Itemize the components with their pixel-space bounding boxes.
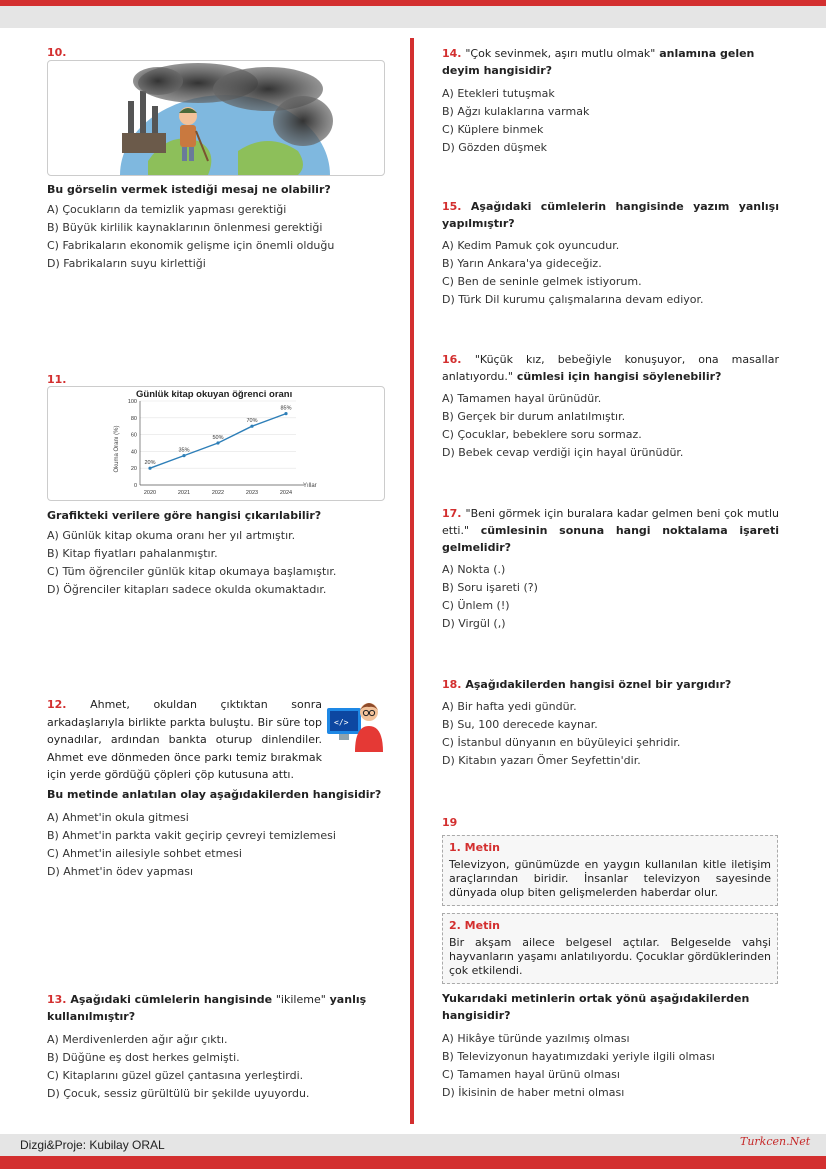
y-tick-label: 100 [127,399,137,405]
x-tick-label: 2024 [279,490,293,496]
question-14-options [442,85,779,157]
option-a[interactable]: A) Etekleri tutuşmak [442,87,555,100]
question-15-stem [442,198,779,232]
metin-2-box [442,913,778,984]
question-19-body [442,990,779,1102]
question-13-options [47,1031,387,1103]
question-number: 10. [47,46,67,59]
stem-text: Aşağıdakilerden hangisi öznel bir yargıdır? [465,678,732,691]
y-tick-label: 80 [130,415,137,422]
option-c[interactable]: C) Ahmet'in ailesiyle sohbet etmesi [47,847,242,860]
question-17-options [442,561,779,633]
question-13 [47,991,387,1103]
y-axis-label: Okuma Oranı (%) [114,425,120,473]
coder-avatar-icon [327,698,383,752]
question-18-stem [442,676,779,693]
stem-part-b: anlamına gelen deyim hangisidir? [442,47,755,77]
question-10 [47,44,387,62]
question-16-stem [442,351,779,385]
option-b[interactable]: B) Ahmet'in parkta vakit geçirip çevreyi temizlemesi [47,829,336,842]
svg-text:</>: </> [334,718,349,727]
question-11-options [47,527,387,599]
top-bar [0,0,826,28]
option-b[interactable]: B) Su, 100 derecede kaynar. [442,718,598,731]
data-label: 70% [246,418,258,425]
question-number: 19 [442,816,458,829]
x-axis-label: Yıllar [303,483,317,489]
metin-2-text: Bir akşam ailece belgesel açtılar. Belgeselde vahşi hayvanların yaşamı anlatılıyordu. Çocuklar gördüklerinden çok etkilendi. [449,936,771,977]
data-point [216,441,219,444]
stem-keyword: "ikileme" [275,993,326,1006]
stem-part-a: Aşağıdaki cümlelerin hangisinde [70,993,273,1006]
x-tick-label: 2021 [177,490,191,496]
question-12-options [47,809,387,881]
question-16-options [442,390,779,462]
stem-quote: "Çok sevinmek, aşırı mutlu olmak" [465,47,656,60]
stem-part-b: cümlesi için hangisi söylenebilir? [516,370,722,383]
question-13-stem [47,991,387,1025]
option-a[interactable]: A) Çocukların da temizlik yapması gerektiği [47,203,287,216]
y-tick-label: 60 [130,432,137,439]
data-label: 35% [178,447,190,454]
option-d[interactable]: D) Türk Dil kurumu çalışmalarına devam ediyor. [442,293,704,306]
question-number: 15. [442,200,462,213]
option-a[interactable]: A) Kedim Pamuk çok oyuncudur. [442,239,620,252]
data-point [148,467,151,470]
option-b[interactable]: B) Kitap fiyatları pahalanmıştır. [47,547,218,560]
question-10-body [47,181,387,273]
data-point [182,454,185,457]
option-b[interactable]: B) Yarın Ankara'ya gideceğiz. [442,257,602,270]
footer-credit: Dizgi&Proje: Kubilay ORAL [20,1138,165,1152]
option-a[interactable]: A) Merdivenlerden ağır ağır çıktı. [47,1033,228,1046]
stem-quote: "Beni görmek için buralara kadar gelmen beni çok mutlu etti." [442,507,779,537]
option-d[interactable]: D) Ahmet'in ödev yapması [47,865,194,878]
question-10-stem: Bu görselin vermek istediği mesaj ne olabilir? [47,183,331,196]
option-a[interactable]: A) Tamamen hayal ürünüdür. [442,392,602,405]
footer-logo: Turkcen.Net [740,1135,811,1148]
question-number: 12. [47,698,67,711]
option-c[interactable]: C) Ben de seninle gelmek istiyorum. [442,275,642,288]
stem-part-c: yanlış kullanılmıştır? [47,993,367,1023]
metin-1-text: Televizyon, günümüzde en yaygın kullanılan kitle iletişim araçlarından biridir. İnsanlar televizyon sayesinde dünyada olup biten gelişmelerden haberdar olur. [449,858,771,899]
option-b[interactable]: B) Ağzı kulaklarına varmak [442,105,590,118]
option-c[interactable]: C) Tamamen hayal ürünü olması [442,1068,620,1081]
pollution-illustration [47,60,385,176]
question-15 [442,198,779,309]
option-b[interactable]: B) Gerçek bir durum anlatılmıştır. [442,410,626,423]
option-a[interactable]: A) Hikâye türünde yazılmış olması [442,1032,630,1045]
option-c[interactable]: C) İstanbul dünyanın en büyüleyici şehridir. [442,736,681,749]
metin-1-box [442,835,778,906]
data-point [284,412,287,415]
stem-text: Aşağıdaki cümlelerin hangisinde yazım yanlışı yapılmıştır? [442,200,779,230]
question-18-options [442,698,779,770]
question-12-text: Ahmet, okuldan çıktıktan sonra arkadaşlarıyla birlikte parkta buluştu. Bir süre top oynadılar, ardından bankta oturup dinlendiler. Ahmet eve dönmeden önce parkı temiz bırakmak için yerde gördüğü çöpleri çöp kutusuna attı. [47,698,322,781]
metin-1-title: 1. Metin [449,841,500,854]
line-chart [48,387,384,500]
option-c[interactable]: C) Kitaplarını güzel güzel çantasına yerleştirdi. [47,1069,304,1082]
top-red-stripe [0,0,826,6]
question-15-options [442,237,779,309]
question-number: 13. [47,993,67,1006]
option-a[interactable]: A) Ahmet'in okula gitmesi [47,811,189,824]
y-tick-label: 20 [130,466,137,473]
question-number: 14. [442,47,462,60]
question-17 [442,505,779,633]
chart-title: Günlük kitap okuyan öğrenci oranı [136,389,293,400]
option-d[interactable]: D) Bebek cevap verdiği için hayal ürünüdür. [442,446,684,459]
question-17-stem [442,505,779,556]
question-12-body [47,786,387,881]
reading-rate-chart [47,386,385,501]
y-tick-label: 0 [133,483,137,489]
question-number: 16. [442,353,462,366]
option-c[interactable]: C) Küplere binmek [442,123,544,136]
question-14-stem [442,45,779,79]
question-19-options [442,1030,779,1102]
column-divider [410,38,414,1124]
question-12-stem: Bu metinde anlatılan olay aşağıdakilerden hangisidir? [47,788,382,801]
option-c[interactable]: C) Fabrikaların ekonomik gelişme için önemli olduğu [47,239,335,252]
question-number: 17. [442,507,462,520]
option-d[interactable]: D) Fabrikaların suyu kirlettiği [47,257,206,270]
option-c[interactable]: C) Tüm öğrenciler günlük kitap okumaya başlamıştır. [47,565,337,578]
question-number: 11. [47,373,67,386]
question-19 [442,814,779,832]
option-a[interactable]: A) Nokta (.) [442,563,506,576]
footer-red-stripe [0,1156,826,1169]
option-c[interactable]: C) Çocuklar, bebeklere soru sormaz. [442,428,642,441]
stem-quote: "Küçük kız, bebeğiyle konuşuyor, ona masallar anlatıyordu." [442,353,779,383]
question-14 [442,45,779,157]
option-c[interactable]: C) Ünlem (!) [442,599,510,612]
option-d[interactable]: D) Öğrenciler kitapları sadece okulda okumaktadır. [47,583,327,596]
data-label: 20% [144,460,156,467]
data-label: 85% [280,405,292,412]
option-a[interactable]: A) Günlük kitap okuma oranı her yıl artmıştır. [47,529,296,542]
metin-2-title: 2. Metin [449,919,500,932]
y-tick-label: 40 [130,449,137,456]
question-12-passage [47,696,322,784]
option-b[interactable]: B) Büyük kirlilik kaynaklarının önlenmesi gerektiği [47,221,323,234]
data-label: 50% [212,435,224,441]
question-11-stem: Grafikteki verilere göre hangisi çıkarılabilir? [47,509,322,522]
question-19-stem: Yukarıdaki metinlerin ortak yönü aşağıdakilerden hangisidir? [442,992,750,1022]
stem-part-b: cümlesinin sonuna hangi noktalama işareti gelmelidir? [442,524,779,554]
question-number: 18. [442,678,462,691]
question-11-body [47,507,387,599]
option-b[interactable]: B) Düğüne eş dost herkes gelmişti. [47,1051,240,1064]
option-d[interactable]: D) İkisinin de haber metni olması [442,1086,625,1099]
data-point [250,425,253,428]
x-tick-label: 2022 [211,490,225,496]
x-tick-label: 2020 [143,490,157,496]
option-b[interactable]: B) Soru işareti (?) [442,581,538,594]
option-d[interactable]: D) Kitabın yazarı Ömer Seyfettin'dir. [442,754,641,767]
question-16 [442,351,779,462]
option-b[interactable]: B) Televizyonun hayatımızdaki yeriyle ilgili olması [442,1050,715,1063]
question-18 [442,676,779,770]
x-tick-label: 2023 [245,490,259,496]
option-d[interactable]: D) Virgül (,) [442,617,506,630]
option-a[interactable]: A) Bir hafta yedi gündür. [442,700,577,713]
option-d[interactable]: D) Gözden düşmek [442,141,548,154]
question-10-options [47,201,387,273]
option-d[interactable]: D) Çocuk, sessiz gürültülü bir şekilde uyuyordu. [47,1087,310,1100]
